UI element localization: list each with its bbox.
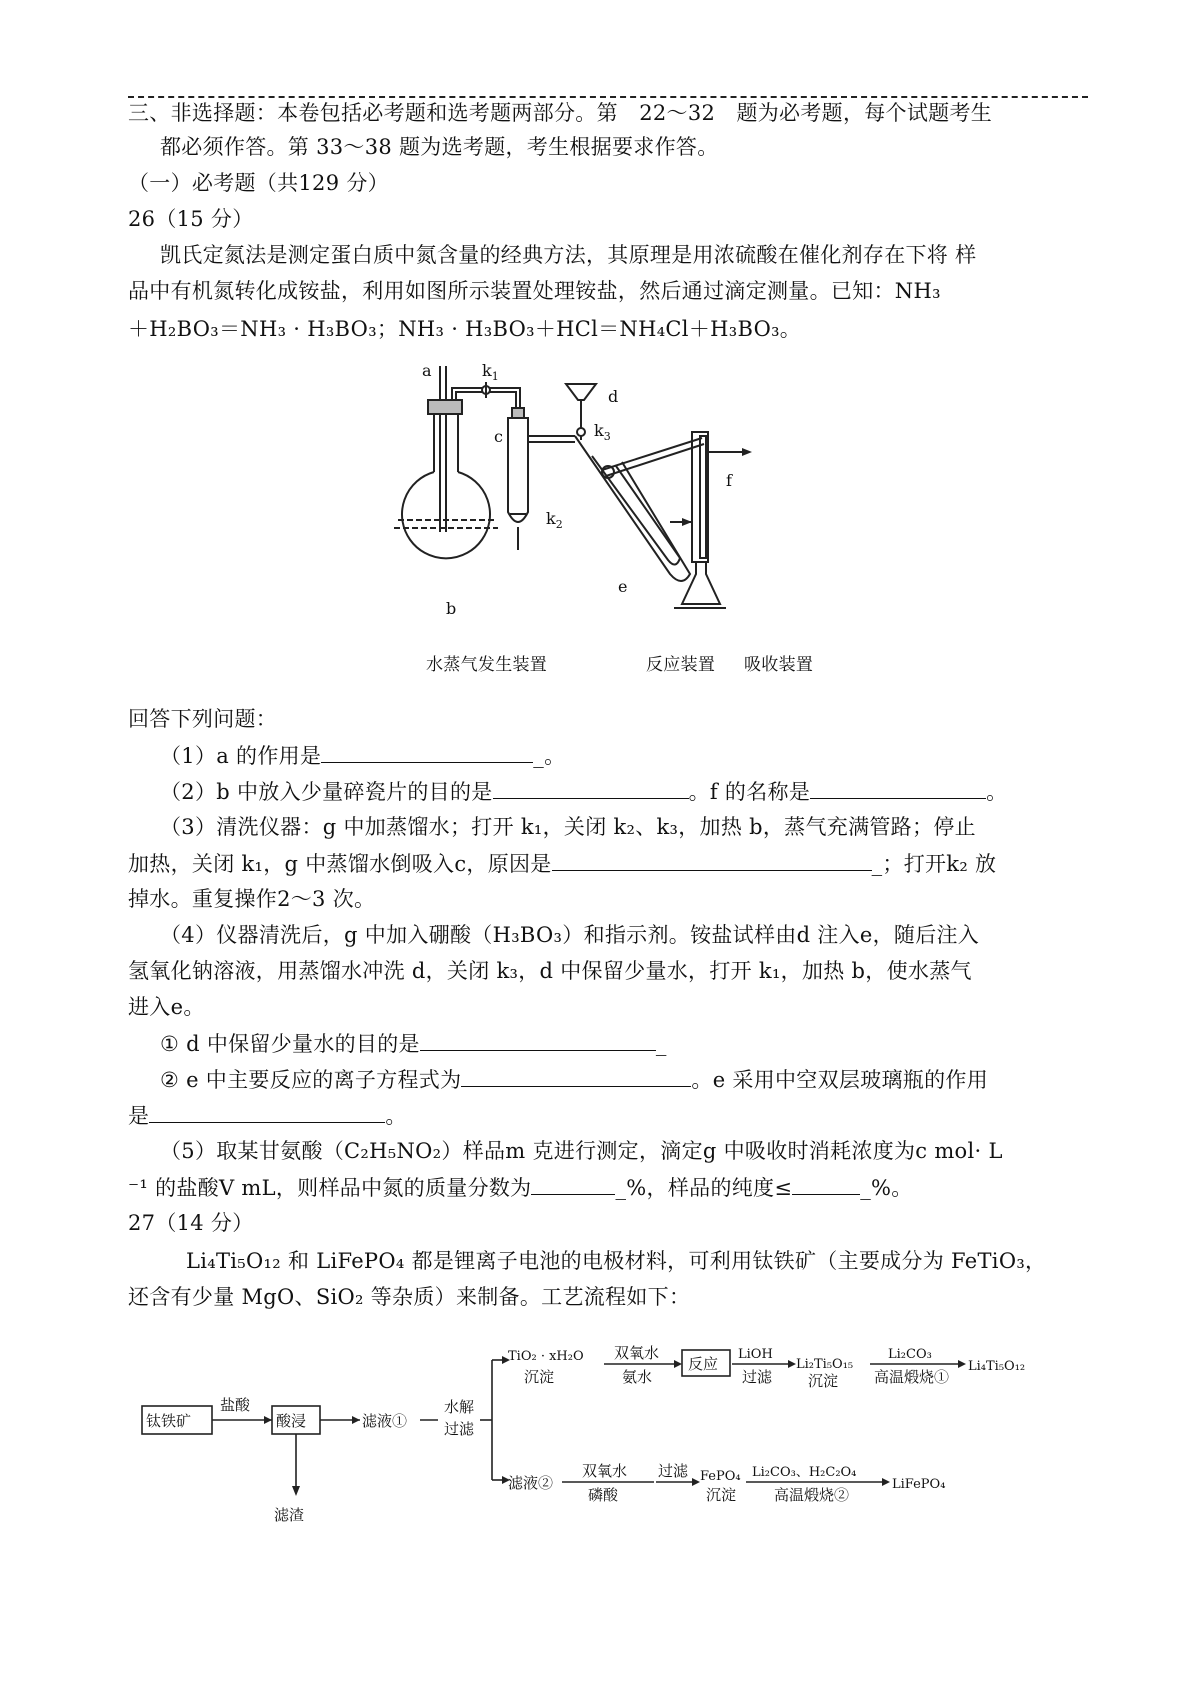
- flow-li4ti5o12: Li₄Ti₅O₁₂: [968, 1359, 1026, 1374]
- flow-filtrate1: 滤液①: [362, 1412, 408, 1430]
- answer-blank[interactable]: [792, 1172, 860, 1195]
- answer-blank[interactable]: [531, 1172, 615, 1195]
- flow-hcl: 盐酸: [220, 1396, 251, 1414]
- flow-calcine2: 高温煅烧②: [774, 1486, 850, 1504]
- q26-part3-line2: 加热，关闭 k₁，g 中蒸馏水倒吸入c，原因是 _；打开k₂ 放: [128, 848, 996, 879]
- process-flow-diagram: [128, 1340, 1088, 1540]
- caption-reaction: 反应装置: [646, 655, 716, 675]
- q26-part4-sub2-cont: 是 。: [128, 1100, 407, 1131]
- flow-filter: 过滤: [444, 1420, 475, 1438]
- flow-h2o2: 双氧水: [614, 1344, 660, 1362]
- q27-intro-2: 还含有少量 MgO、SiO₂ 等杂质）来制备。工艺流程如下：: [128, 1285, 691, 1309]
- answer-blank[interactable]: [461, 1064, 691, 1087]
- q26-part4-line1: （4）仪器清洗后，g 中加入硼酸（H₃BO₃）和指示剂。铵盐试样由d 注入e，随后注入: [160, 923, 980, 947]
- q26-part5-line2: ⁻¹ 的盐酸V mL，则样品中氮的质量分数为 _%，样品的纯度≤ _%。: [128, 1172, 913, 1203]
- flow-residue: 滤渣: [274, 1506, 305, 1524]
- q26-part2: （2）b 中放入少量碎瓷片的目的是 。f 的名称是 。: [160, 776, 1007, 807]
- flow-h2o2-b: 双氧水: [582, 1462, 628, 1480]
- flow-hydrolysis: 水解: [444, 1398, 475, 1416]
- flow-precip3: 沉淀: [706, 1486, 737, 1504]
- flow-precip: 沉淀: [524, 1368, 555, 1386]
- q26-intro-2: 品中有机氮转化成铵盐，利用如图所示装置处理铵盐，然后通过滴定测量。已知：NH₃: [128, 279, 941, 303]
- q26-part3-line1: （3）清洗仪器：g 中加蒸馏水；打开 k₁，关闭 k₂、k₃，加热 b，蒸气充满管路；停止: [160, 815, 976, 839]
- answer-blank[interactable]: [810, 776, 986, 799]
- diagram-label-k1: $k_1$: [482, 361, 499, 383]
- q26-intro-1: 凯氏定氮法是测定蛋白质中氮含量的经典方法，其原理是用浓硫酸在催化剂存在下将 样: [160, 243, 977, 267]
- flow-filtrate2: 滤液②: [508, 1474, 554, 1492]
- flow-ammonia: 氨水: [622, 1368, 653, 1386]
- diagram-label-f: f: [726, 471, 732, 490]
- required-header: （一）必考题（共129 分）: [128, 171, 389, 195]
- flow-lifepo4: LiFePO₄: [892, 1477, 946, 1492]
- flow-calcine1: 高温煅烧①: [874, 1368, 950, 1386]
- flow-phosacid: 磷酸: [588, 1486, 619, 1504]
- diagram-label-d: d: [608, 387, 619, 406]
- q26-number: 26（15 分）: [128, 207, 254, 231]
- flow-precip2: 沉淀: [808, 1372, 839, 1390]
- diagram-label-a: a: [422, 361, 432, 380]
- flow-leach: 酸浸: [276, 1412, 307, 1430]
- answer-blank[interactable]: [493, 776, 689, 799]
- q26-part5-line1: （5）取某甘氨酸（C₂H₅NO₂）样品m 克进行测定，滴定g 中吸收时消耗浓度为c mol· L: [160, 1139, 1003, 1163]
- flow-li2co3-h2c2o4: Li₂CO₃、H₂C₂O₄: [752, 1465, 857, 1480]
- flow-li2co3: Li₂CO₃: [888, 1347, 932, 1362]
- answer-prompt: 回答下列问题：: [128, 707, 278, 731]
- flow-fepo4: FePO₄: [700, 1469, 741, 1484]
- flow-filter3: 过滤: [658, 1462, 689, 1480]
- diagram-label-k3: $k_3$: [594, 421, 611, 443]
- flow-ore: 钛铁矿: [146, 1412, 192, 1430]
- q26-intro-3: ＋H₂BO₃＝NH₃ · H₃BO₃；NH₃ · H₃BO₃＋HCl＝NH₄Cl＋H₃BO₃。: [128, 317, 802, 341]
- caption-steam: 水蒸气发生装置: [426, 655, 548, 675]
- q26-part4-line2: 氢氧化钠溶液，用蒸馏水冲洗 d，关闭 k₃，d 中保留少量水，打开 k₁，加热 b，使水蒸气: [128, 959, 972, 983]
- apparatus-diagram: [370, 352, 850, 632]
- q26-part4-sub1: ① d 中保留少量水的目的是 _: [160, 1028, 667, 1059]
- q27-intro-1: Li₄Ti₅O₁₂ 和 LiFePO₄ 都是锂离子电池的电极材料，可利用钛铁矿（主要成分为 FeTiO₃，: [186, 1249, 1047, 1273]
- diagram-label-e: e: [618, 577, 628, 596]
- flow-lioh: LiOH: [738, 1347, 773, 1362]
- q26-part4-sub2: ② e 中主要反应的离子方程式为 。e 采用中空双层玻璃瓶的作用: [160, 1064, 988, 1095]
- answer-blank[interactable]: [321, 740, 533, 763]
- q26-part3-line3: 掉水。重复操作2～3 次。: [128, 887, 376, 911]
- diagram-label-b: b: [446, 599, 457, 618]
- q26-part4-line3: 进入e。: [128, 995, 205, 1019]
- section-header-line-1: 三、非选择题：本卷包括必考题和选考题两部分。第 22～32 题为必考题，每个试题考生: [128, 101, 993, 125]
- q26-part1: （1）a 的作用是 _。: [160, 740, 565, 771]
- answer-blank[interactable]: [552, 848, 872, 871]
- diagram-label-k2: $k_2$: [546, 509, 563, 531]
- flow-react: 反应: [688, 1355, 719, 1373]
- flow-tio2: TiO₂ · xH₂O: [508, 1349, 584, 1364]
- q27-number: 27（14 分）: [128, 1211, 254, 1235]
- flow-filter2: 过滤: [742, 1368, 773, 1386]
- diagram-label-c: c: [494, 427, 503, 446]
- section-header-line-2: 都必须作答。第 33～38 题为选考题，考生根据要求作答。: [160, 135, 719, 159]
- caption-absorb: 吸收装置: [744, 655, 814, 675]
- flow-li2ti5o15: Li₂Ti₅O₁₅: [796, 1357, 854, 1372]
- answer-blank[interactable]: [149, 1100, 385, 1123]
- answer-blank[interactable]: [420, 1028, 656, 1051]
